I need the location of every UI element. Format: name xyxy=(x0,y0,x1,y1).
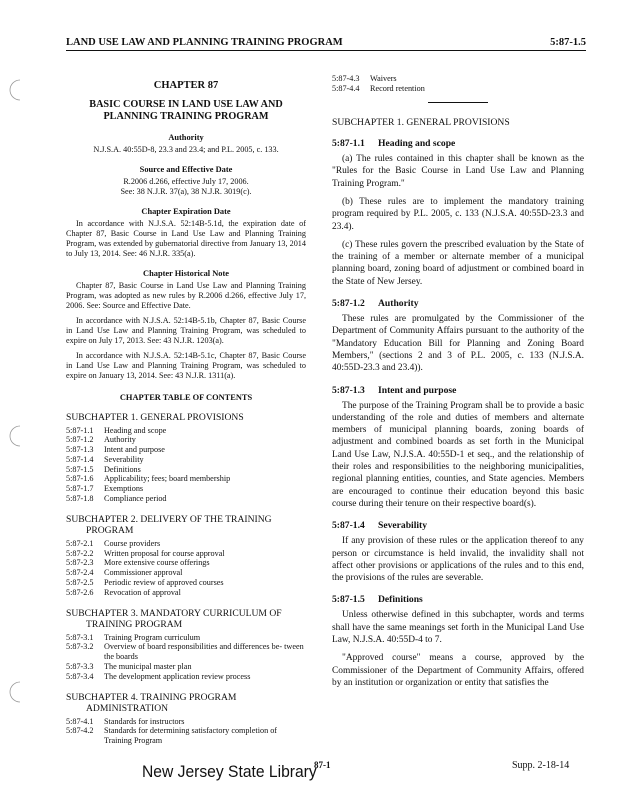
toc-entry-number: 5:87-4.4 xyxy=(332,83,360,93)
historical-note-heading: Chapter Historical Note xyxy=(143,269,229,278)
chapter-title: BASIC COURSE IN LAND USE LAW AND PLANNING TRAINING PROGRAM xyxy=(89,99,283,122)
authority-heading: Authority xyxy=(168,133,204,142)
toc-entry-number: 5:87-2.4 xyxy=(66,568,94,578)
toc-entry xyxy=(332,74,584,84)
section-number: 5:87-1.3 xyxy=(332,384,365,396)
section-heading-1-4 xyxy=(332,520,584,531)
source-text-1: R.2006 d.266, effective July 17, 2006. xyxy=(123,177,249,186)
chapter-number: CHAPTER 87 xyxy=(153,80,219,91)
toc-entry-number: 5:87-2.5 xyxy=(66,578,94,588)
toc-entry-number: 5:87-2.2 xyxy=(66,548,94,558)
toc-subchapter-2 xyxy=(66,514,306,537)
toc-entry xyxy=(66,465,306,475)
toc-entry-number: 5:87-3.2 xyxy=(66,642,94,652)
toc-entry-title: Exemptions xyxy=(104,484,144,494)
toc-entry-number: 5:87-2.1 xyxy=(66,538,94,548)
toc-entry-title: Revocation of approval xyxy=(104,587,181,597)
toc-entry-title: Definitions xyxy=(104,464,141,474)
toc-entry-title: The municipal master plan xyxy=(104,662,192,672)
toc-entry-title: Overview of board responsibilities and differences be- tween the boards xyxy=(104,642,304,662)
toc-subchapter-2-line1: SUBCHAPTER 2. DELIVERY OF THE TRAINING xyxy=(66,513,272,525)
toc-entry-title: Course providers xyxy=(104,538,161,548)
toc-entry-number: 5:87-1.5 xyxy=(66,464,94,474)
header-section: 5:87-1.5 xyxy=(550,37,586,48)
section-title: Severability xyxy=(378,520,428,532)
historical-note-1: Chapter 87, Basic Course in Land Use Law and Planning Training Program, was adopted as new rules by R.2006 d.266, effective July 17, 2006. See: Source and Effective Date. xyxy=(66,281,306,310)
toc-entry-title: Severability xyxy=(104,454,144,464)
toc-entry xyxy=(66,455,306,465)
section-heading-1-5 xyxy=(332,594,584,605)
toc-entry xyxy=(66,484,306,494)
toc-subchapter-3-line2: TRAINING PROGRAM xyxy=(86,619,183,631)
toc-entry-number: 5:87-3.3 xyxy=(66,662,94,672)
toc-entry-title: Training Program curriculum xyxy=(104,632,201,642)
section-heading-1-3 xyxy=(332,385,584,396)
toc-entry xyxy=(66,568,306,578)
toc-entry-title: Waivers xyxy=(370,74,397,83)
toc-entry-number: 5:87-2.3 xyxy=(66,558,94,568)
section-number: 5:87-1.1 xyxy=(332,138,365,150)
toc-entry-title: Commissioner approval xyxy=(104,568,183,578)
right-column xyxy=(332,60,584,689)
paragraph-1-1-b: (b) These rules are to implement the mandatory training program required by P.L. 2005, c. 133 (N.J.S.A. 40:55D-23.3 and 23.4). xyxy=(332,196,584,232)
toc-entry-number: 5:87-1.1 xyxy=(66,425,94,435)
left-column xyxy=(66,60,306,746)
toc-entry xyxy=(66,578,306,588)
toc-entry-title: Authority xyxy=(104,435,136,445)
toc-entry-title: Intent and purpose xyxy=(104,445,165,455)
toc-entry-title: The development application review process xyxy=(104,671,251,681)
toc-list-1 xyxy=(66,426,306,504)
section-number: 5:87-1.4 xyxy=(332,520,365,532)
toc-subchapter-3 xyxy=(66,608,306,631)
toc-entry-number: 5:87-3.4 xyxy=(66,671,94,681)
section-number: 5:87-1.2 xyxy=(332,298,365,310)
section-heading-1-2 xyxy=(332,298,584,309)
toc-entry-number: 5:87-1.4 xyxy=(66,454,94,464)
toc-entry-title: Standards for instructors xyxy=(104,716,185,726)
page-footer xyxy=(0,756,618,786)
subchapter-1-heading: SUBCHAPTER 1. GENERAL PROVISIONS xyxy=(332,116,510,128)
punch-hole-mark xyxy=(6,424,26,448)
toc-entry-number: 5:87-4.3 xyxy=(332,74,360,83)
toc-entry-title: Compliance period xyxy=(104,494,167,504)
toc-entry-title: Heading and scope xyxy=(104,425,167,435)
authority-text: N.J.S.A. 40:55D-8, 23.3 and 23.4; and P.L. 2005, c. 133. xyxy=(93,145,279,154)
toc-entry-title: Standards for determining satisfactory completion of Training Program xyxy=(104,726,278,746)
toc-entry xyxy=(66,435,306,445)
toc-subchapter-4 xyxy=(66,692,306,715)
section-title: Heading and scope xyxy=(378,138,456,150)
expiration-heading: Chapter Expiration Date xyxy=(141,207,231,216)
paragraph-1-5-1: Unless otherwise defined in this subchapter, words and terms shall have the same meanings set forth in the Municipal Land Use Law, N.J.S.A. 40:55D-4 to 7. xyxy=(332,610,584,645)
toc-entry xyxy=(66,494,306,504)
divider xyxy=(428,102,488,103)
section-title: Authority xyxy=(378,298,419,310)
toc-entry xyxy=(66,558,306,568)
toc-entry xyxy=(66,474,306,484)
section-title: Definitions xyxy=(378,594,423,606)
historical-note-3: In accordance with N.J.S.A. 52:14B-5.1c, Chapter 87, Basic Course in Land Use Law and Planning Training Program, was scheduled to expire on January 13, 2014. See: 43 N.J.R. 1311(a). xyxy=(66,351,306,380)
section-title: Intent and purpose xyxy=(378,384,457,396)
expiration-text: In accordance with N.J.S.A. 52:14B-5.1d, the expiration date of Chapter 87, Basic Course in Land Use Law and Planning Training Program, was extended by gubernatorial directive from January 13, 2014 to July 13, 2014. See: 46 N.J.R. 335(a). xyxy=(66,219,306,258)
toc-entry-number: 5:87-1.3 xyxy=(66,445,94,455)
paragraph-1-1-a: (a) The rules contained in this chapter shall be known as the "Rules for the Basic Course in Land Use Law and Planning Training Program." xyxy=(332,154,584,189)
toc-entry-number: 5:87-1.7 xyxy=(66,484,94,494)
header-title: LAND USE LAW AND PLANNING TRAINING PROGRAM xyxy=(66,37,343,48)
toc-entry xyxy=(66,549,306,559)
toc-entry xyxy=(66,539,306,549)
toc-entry xyxy=(66,633,306,643)
toc-entry xyxy=(66,672,306,682)
toc-entry xyxy=(332,84,584,94)
historical-note-2: In accordance with N.J.S.A. 52:14B-5.1b, Chapter 87, Basic Course in Land Use Law and Planning Training Program, was scheduled to expire on July 17, 2013. See: 43 N.J.R. 1203(a). xyxy=(66,316,306,345)
toc-subchapter-4-line1: SUBCHAPTER 4. TRAINING PROGRAM xyxy=(66,691,237,703)
toc-subchapter-3-line1: SUBCHAPTER 3. MANDATORY CURRICULUM OF xyxy=(66,607,282,619)
toc-entry xyxy=(66,717,306,727)
toc-entry-number: 5:87-4.2 xyxy=(66,726,94,736)
toc-entry-number: 5:87-2.6 xyxy=(66,587,94,597)
toc-entry-number: 5:87-3.1 xyxy=(66,632,94,642)
toc-entry-number: 5:87-1.6 xyxy=(66,474,94,484)
paragraph-1-4: If any provision of these rules or the application thereof to any person or circumstance is held invalid, the invalidity shall not affect other provisions or applications of the rules and to this end, the provisions of the rules are severable. xyxy=(332,536,584,584)
toc-subchapter-4-line2: ADMINISTRATION xyxy=(86,703,169,715)
toc-subchapter-2-line2: PROGRAM xyxy=(86,525,134,537)
toc-entry-number: 5:87-4.1 xyxy=(66,716,94,726)
toc-list-continued xyxy=(332,74,584,94)
toc-entry-title: Applicability; fees; board membership xyxy=(104,474,231,484)
toc-entry xyxy=(66,426,306,436)
toc-entry-title: Written proposal for course approval xyxy=(104,548,225,558)
toc-entry-number: 5:87-1.2 xyxy=(66,435,94,445)
punch-hole-mark xyxy=(6,78,26,102)
section-heading-1-1 xyxy=(332,138,584,149)
toc-heading: CHAPTER TABLE OF CONTENTS xyxy=(119,393,253,402)
toc-list-4 xyxy=(66,717,306,746)
source-text-2: See: 38 N.J.R. 37(a), 38 N.J.R. 3019(c). xyxy=(120,187,252,196)
source-heading: Source and Effective Date xyxy=(139,165,233,174)
toc-list-3 xyxy=(66,633,306,682)
running-header xyxy=(66,32,586,51)
toc-entry xyxy=(66,445,306,455)
toc-entry-number: 5:87-1.8 xyxy=(66,494,94,504)
paragraph-1-1-c: (c) These rules govern the prescribed evaluation by the State of the training of a member or alternate member of a municipal planning board, zoning board of adjustment or combined board in the State of New Jersey. xyxy=(332,239,584,287)
toc-list-2 xyxy=(66,539,306,598)
paragraph-1-2: These rules are promulgated by the Commissioner of the Department of Community Affairs pursuant to the authority of the "Mandatory Education Bill for Planning and Zoning Board Members," (sections 2 and 3 of P.L. 2005, c. 133 (N.J.S.A. 40:55D-23.3 and 23.4)). xyxy=(332,314,584,374)
paragraph-1-5-2: "Approved course" means a course, approved by the Commissioner of the Department of Community Affairs, offered by an institution or organization or entity that satisfies the xyxy=(332,653,584,688)
toc-entry xyxy=(66,588,306,598)
toc-entry xyxy=(66,642,306,662)
supplement-date: Supp. 2-18-14 xyxy=(512,760,570,771)
punch-hole-mark xyxy=(6,680,26,704)
toc-entry-title: Record retention xyxy=(370,83,425,93)
page-number: 87-1 xyxy=(314,760,331,770)
toc-entry-title: Periodic review of approved courses xyxy=(104,578,224,588)
toc-entry-title: More extensive course offerings xyxy=(104,558,210,568)
paragraph-1-3: The purpose of the Training Program shall be to provide a basic understanding of the role and duties of members and alternate members of municipal planning boards, zoning boards of adjustment and combined boards as set forth in the Municipal Land Use Law, N.J.S.A. 40:55D-1 et seq., and the relationship of their roles and responsibilities to the neighboring municipalities, regional planning entities, counties, and State agencies. Members are encouraged to continue their education beyond this basic course during their tenure on their respective board(s). xyxy=(332,400,584,509)
toc-entry xyxy=(66,726,306,746)
library-stamp: New Jersey State Library xyxy=(142,762,317,781)
section-number: 5:87-1.5 xyxy=(332,594,365,606)
toc-subchapter-1: SUBCHAPTER 1. GENERAL PROVISIONS xyxy=(66,412,244,423)
toc-entry xyxy=(66,662,306,672)
